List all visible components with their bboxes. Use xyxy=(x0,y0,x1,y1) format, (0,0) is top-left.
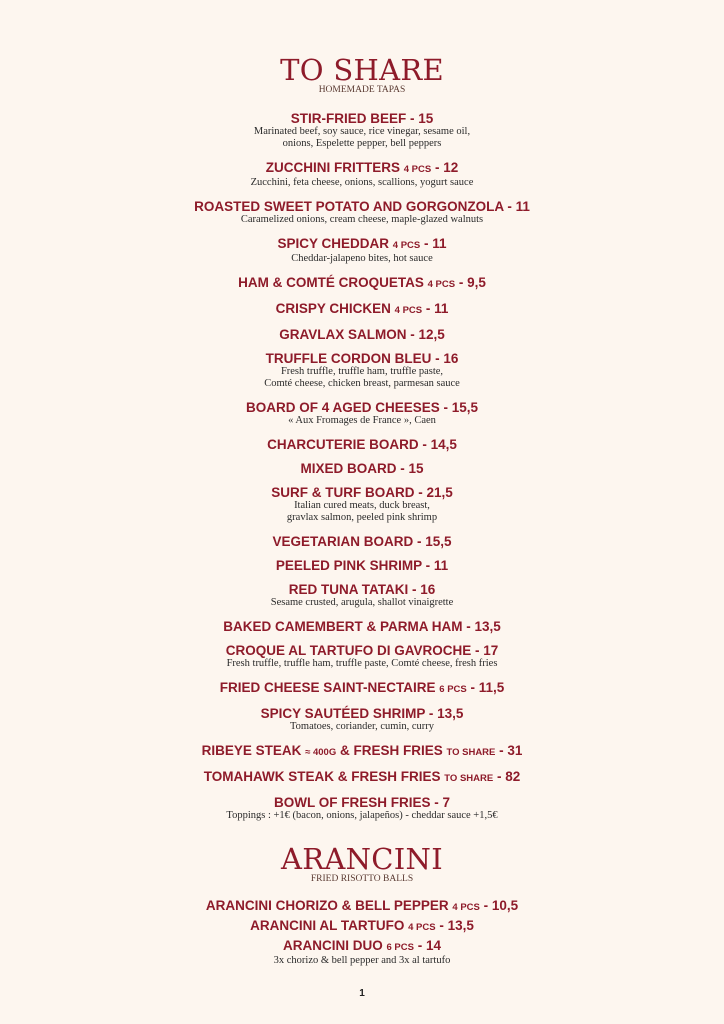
item-description: Marinated beef, soy sauce, rice vinegar, sesame oil, xyxy=(253,126,471,137)
item-name xyxy=(0,795,724,810)
item-name-text: TOMAHAWK STEAK & FRESH FRIES xyxy=(203,769,445,784)
item-description: Comté cheese, chicken breast, parmesan sauce xyxy=(264,378,460,389)
item-name-text: SPICY CHEDDAR xyxy=(277,236,393,251)
item-name-text: BAKED CAMEMBERT & PARMA HAM - 13,5 xyxy=(223,619,501,634)
menu-item xyxy=(0,160,724,189)
item-size-note: 4 PCS xyxy=(394,305,423,316)
item-description: Zucchini, feta cheese, onions, scallions, yogurt sauce xyxy=(250,177,474,188)
item-name xyxy=(0,111,724,126)
item-name-text: SURF & TURF BOARD - 21,5 xyxy=(271,485,453,500)
menu-item xyxy=(0,461,724,476)
item-description: Toppings : +1€ (bacon, onions, jalapeños) - cheddar sauce +1,5€ xyxy=(226,810,498,821)
item-name xyxy=(0,437,724,452)
menu-item xyxy=(0,327,724,342)
item-description: gravlax salmon, peeled pink shrimp xyxy=(286,512,438,523)
item-name xyxy=(0,680,724,697)
item-name-text: RED TUNA TATAKI - 16 xyxy=(288,582,436,597)
section-title: TO SHARE xyxy=(280,53,444,87)
item-description: onions, Espelette pepper, bell peppers xyxy=(282,138,442,149)
arancini-header xyxy=(0,844,724,885)
item-name-text: GRAVLAX SALMON - 12,5 xyxy=(279,327,445,342)
menu-item xyxy=(0,898,724,915)
menu-item xyxy=(0,582,724,609)
item-name-text: - 11 xyxy=(420,236,447,251)
item-name-text: - 13,5 xyxy=(435,918,474,933)
item-size-note: TO SHARE xyxy=(446,747,496,758)
item-name-text: ARANCINI CHORIZO & BELL PEPPER xyxy=(205,898,453,913)
item-description: « Aux Fromages de France », Caen xyxy=(288,415,436,426)
item-name-text: BOARD OF 4 AGED CHEESES - 15,5 xyxy=(245,400,479,415)
item-name-text: - 31 xyxy=(495,743,523,758)
item-name-text: VEGETARIAN BOARD - 15,5 xyxy=(272,534,452,549)
item-name-text: MIXED BOARD - 15 xyxy=(300,461,424,476)
menu-item xyxy=(0,437,724,452)
item-name-text: PEELED PINK SHRIMP - 11 xyxy=(275,558,449,573)
menu-item xyxy=(0,743,724,760)
item-name xyxy=(0,706,724,721)
item-name-text: - 82 xyxy=(493,769,521,784)
section-subtitle: FRIED RISOTTO BALLS xyxy=(310,874,414,884)
item-name-text: CHARCUTERIE BOARD - 14,5 xyxy=(267,437,457,452)
item-name xyxy=(0,236,724,253)
item-name-text: TRUFFLE CORDON BLEU - 16 xyxy=(265,351,459,366)
item-name-text: - 11,5 xyxy=(466,680,505,695)
item-name-text: & FRESH FRIES xyxy=(336,743,447,758)
item-name xyxy=(0,938,724,955)
page-number: 1 xyxy=(359,988,365,999)
section-subtitle: HOMEMADE TAPAS xyxy=(318,85,406,95)
item-name xyxy=(0,351,724,366)
item-name-text: - 14 xyxy=(413,938,441,953)
menu-item xyxy=(0,680,724,697)
item-name xyxy=(0,643,724,658)
item-description: Fresh truffle, truffle ham, truffle paste, Comté cheese, fresh fries xyxy=(226,658,498,669)
item-name xyxy=(0,582,724,597)
item-size-note: 4 PCS xyxy=(408,922,436,933)
menu-item xyxy=(0,236,724,265)
item-name-text: - 12 xyxy=(431,160,459,175)
item-name-text: ZUCCHINI FRITTERS xyxy=(265,160,404,175)
item-name xyxy=(0,558,724,573)
item-name xyxy=(0,769,724,786)
menu-item xyxy=(0,301,724,318)
item-name xyxy=(0,743,724,760)
menu-item xyxy=(0,275,724,292)
item-name-text: - 10,5 xyxy=(479,898,519,913)
item-name-text: ROASTED SWEET POTATO AND GORGONZOLA - 11 xyxy=(194,199,530,214)
item-size-note: 4 PCS xyxy=(392,240,421,251)
item-name xyxy=(0,918,724,935)
menu-item xyxy=(0,485,724,524)
item-name-text: - 11 xyxy=(422,301,449,316)
menu-item xyxy=(0,199,724,226)
item-name xyxy=(0,898,724,915)
item-description: Italian cured meats, duck breast, xyxy=(294,500,430,511)
item-name-text: ARANCINI AL TARTUFO xyxy=(250,918,409,933)
menu-item xyxy=(0,558,724,573)
menu-item xyxy=(0,918,724,935)
item-size-note: 4 PCS xyxy=(427,279,456,290)
item-description: Fresh truffle, truffle ham, truffle paste, xyxy=(280,366,444,377)
menu-item xyxy=(0,351,724,390)
item-description: Cheddar-jalapeno bites, hot sauce xyxy=(291,253,433,264)
menu-item xyxy=(0,706,724,733)
share-items-list xyxy=(0,111,724,822)
item-name-text: CRISPY CHICKEN xyxy=(275,301,395,316)
item-name xyxy=(0,199,724,214)
item-name xyxy=(0,461,724,476)
item-size-note: 6 PCS xyxy=(386,942,414,953)
menu-item xyxy=(0,938,724,967)
item-name xyxy=(0,534,724,549)
item-name-text: FRIED CHEESE SAINT-NECTAIRE xyxy=(219,680,440,695)
menu-item xyxy=(0,400,724,427)
item-name xyxy=(0,275,724,292)
menu-item xyxy=(0,643,724,670)
item-description: Tomatoes, coriander, cumin, curry xyxy=(289,721,435,732)
arancini-items-list xyxy=(0,898,724,967)
item-size-note: ≈ 400G xyxy=(305,747,337,758)
item-name-text: BOWL OF FRESH FRIES - 7 xyxy=(273,795,450,810)
item-size-note: 4 PCS xyxy=(403,164,432,175)
share-header xyxy=(0,55,724,96)
menu-item xyxy=(0,769,724,786)
item-size-note: 6 PCS xyxy=(439,684,467,695)
item-size-note: 4 PCS xyxy=(452,902,480,913)
item-name xyxy=(0,160,724,177)
item-name-text: - 9,5 xyxy=(455,275,486,290)
menu-item xyxy=(0,534,724,549)
item-name-text: RIBEYE STEAK xyxy=(201,743,306,758)
item-name xyxy=(0,619,724,634)
item-name-text: CROQUE AL TARTUFO DI GAVROCHE - 17 xyxy=(225,643,499,658)
item-name-text: ARANCINI DUO xyxy=(283,938,387,953)
item-name xyxy=(0,400,724,415)
menu-item xyxy=(0,111,724,150)
item-description: Sesame crusted, arugula, shallot vinaigrette xyxy=(270,597,454,608)
item-size-note: TO SHARE xyxy=(444,773,494,784)
menu-item xyxy=(0,795,724,822)
item-name xyxy=(0,327,724,342)
item-name-text: STIR-FRIED BEEF - 15 xyxy=(290,111,434,126)
item-description: 3x chorizo & bell pepper and 3x al tartufo xyxy=(273,955,451,966)
item-description: Caramelized onions, cream cheese, maple-glazed walnuts xyxy=(240,214,484,225)
item-name xyxy=(0,485,724,500)
item-name-text: SPICY SAUTÉED SHRIMP - 13,5 xyxy=(260,706,464,721)
item-name-text: HAM & COMTÉ CROQUETAS xyxy=(238,275,428,290)
section-title: ARANCINI xyxy=(281,842,443,876)
menu-item xyxy=(0,619,724,634)
item-name xyxy=(0,301,724,318)
